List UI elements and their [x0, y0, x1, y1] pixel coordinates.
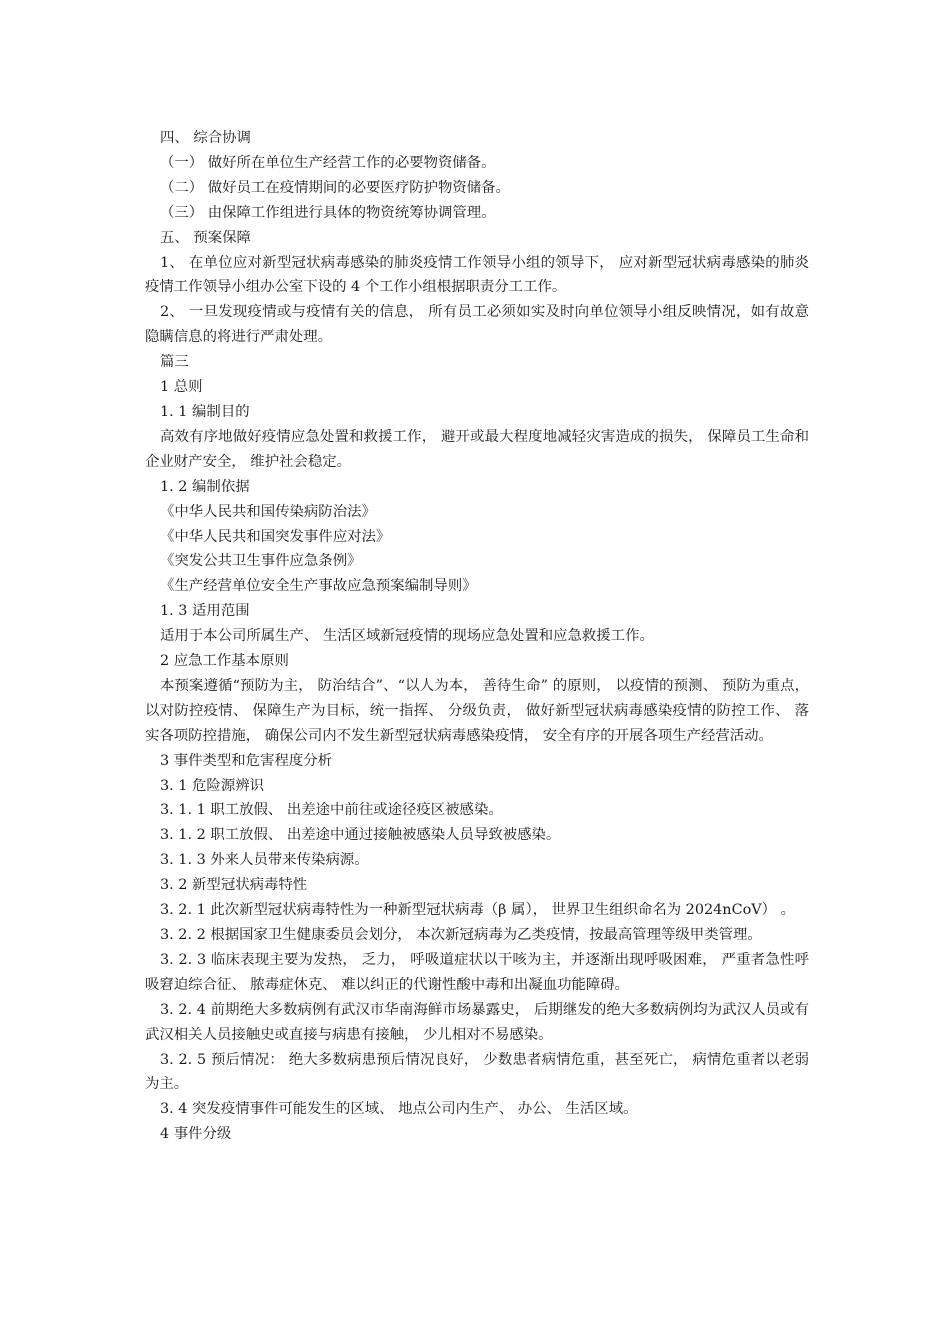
paragraph: 3. 2. 4 前期绝大多数病例有武汉市华南海鲜市场暴露史， 后期继发的绝大多数病例均为武汉人员或有武汉相关人员接触史或直接与病患有接触， 少儿相对不易感染。 — [145, 1001, 809, 1043]
paragraph: 高效有序地做好疫情应急处置和救援工作， 避开或最大程度地减轻灾害造成的损失， 保障员工生命和企业财产安全， 维护社会稳定。 — [145, 428, 809, 470]
section-heading: 1 总则 — [160, 379, 203, 396]
paragraph: 3. 2. 2 根据国家卫生健康委员会划分， 本次新冠病毒为乙类疫情，按最高管理等级甲类管理。 — [160, 927, 762, 943]
section-heading: 2 应急工作基本原则 — [160, 653, 289, 670]
reference-item: 《中华人民共和国突发事件应对法》 — [160, 528, 391, 545]
list-item: 3. 1. 3 外来人员带来传染病源。 — [160, 852, 369, 869]
section-heading: 3 事件类型和危害程度分析 — [160, 752, 333, 769]
paragraph: 1、 在单位应对新型冠状病毒感染的肺炎疫情工作领导小组的领导下， 应对新型冠状病毒感染的肺炎疫情工作领导小组办公室下设的 4 个工作小组根据职责分工工作。 — [145, 254, 809, 296]
subsection-heading: 1. 2 编制依据 — [160, 478, 250, 495]
list-item: （三） 由保障工作组进行具体的物资统筹协调管理。 — [160, 204, 496, 221]
document-body — [145, 126, 809, 1147]
subsection-heading: 3. 1 危险源辨识 — [160, 777, 264, 794]
list-item: （二） 做好员工在疫情期间的必要医疗防护物资储备。 — [160, 179, 510, 196]
reference-item: 《生产经营单位安全生产事故应急预案编制导则》 — [160, 578, 477, 595]
subsection-heading: 3. 2 新型冠状病毒特性 — [160, 877, 308, 894]
reference-item: 《突发公共卫生事件应急条例》 — [160, 553, 362, 570]
list-item: 3. 1. 1 职工放假、 出差途中前往或途径疫区被感染。 — [160, 802, 503, 819]
paragraph: 3. 2. 1 此次新型冠状病毒特性为一种新型冠状病毒（β 属）， 世界卫生组织命名为 2024nCoV） 。 — [160, 902, 795, 919]
section-heading-plan-guarantee: 五、 预案保障 — [160, 229, 251, 246]
paragraph: 适用于本公司所属生产、 生活区域新冠疫情的现场应急处置和应急救援工作。 — [160, 628, 654, 645]
list-item: （一） 做好所在单位生产经营工作的必要物资储备。 — [160, 154, 496, 171]
paragraph: 2、 一旦发现疫情或与疫情有关的信息， 所有员工必须如实及时向单位领导小组反映情况，如有故意隐瞒信息的将进行严肃处理。 — [145, 304, 809, 346]
paragraph: 3. 2. 3 临床表现主要为发热， 乏力， 呼吸道症状以干咳为主，并逐渐出现呼吸困难， 严重者急性呼吸窘迫综合征、 脓毒症休克、 难以纠正的代谢性酸中毒和出凝血功能障碍。 — [145, 951, 809, 993]
paragraph: 3. 2. 5 预后情况： 绝大多数病患预后情况良好， 少数患者病情危重，甚至死亡， 病情危重者以老弱为主。 — [145, 1051, 809, 1093]
subsection-heading: 1. 1 编制目的 — [160, 403, 250, 420]
paragraph: 本预案遵循“预防为主， 防治结合”、“以人为本， 善待生命” 的原则， 以疫情的预测、 预防为重点， 以对防控疫情、 保障生产为目标，统一指挥、 分级负责， 做好新型冠状病毒感染疫情的防控工作、 落实各项防控措施， 确保公司内不发生新型冠状病毒感染疫情， 安全有序的开展各项生产经营活动。 — [145, 677, 809, 744]
section-heading-coordination: 四、 综合协调 — [160, 130, 251, 146]
part-heading: 篇三 — [160, 354, 189, 371]
subsection-heading: 1. 3 适用范围 — [160, 603, 250, 620]
list-item: 3. 1. 2 职工放假、 出差途中通过接触被感染人员导致被感染。 — [160, 827, 561, 844]
reference-item: 《中华人民共和国传染病防治法》 — [160, 503, 376, 520]
paragraph: 3. 4 突发疫情事件可能发生的区域、 地点公司内生产、 办公、 生活区域。 — [160, 1101, 638, 1118]
section-heading: 4 事件分级 — [160, 1126, 232, 1143]
